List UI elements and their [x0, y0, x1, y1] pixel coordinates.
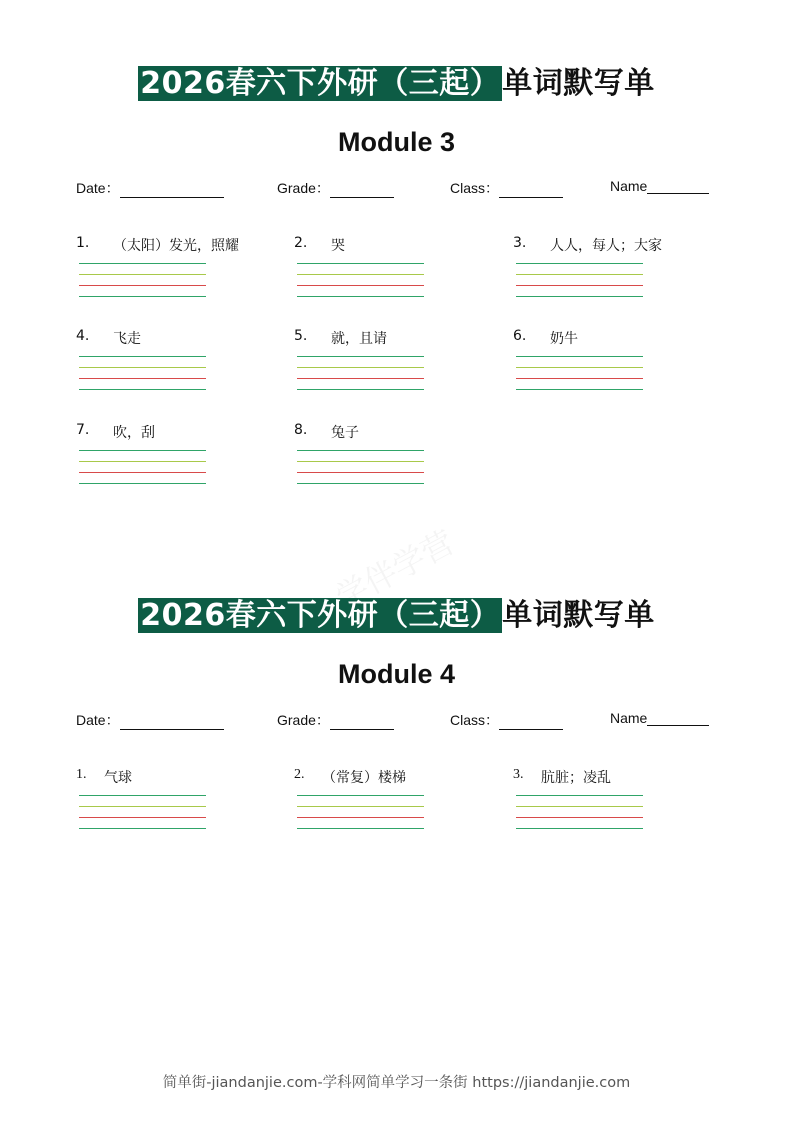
- date-field: [76, 178, 224, 198]
- name-blank[interactable]: [647, 711, 709, 726]
- grade-blank[interactable]: [330, 183, 394, 198]
- vocab-item-label: [294, 235, 434, 255]
- date-label: Date：: [76, 712, 120, 728]
- vocab-item-label: [294, 767, 434, 787]
- writing-line[interactable]: [79, 296, 206, 297]
- module-heading: Module 4: [337, 659, 455, 689]
- writing-line[interactable]: [297, 806, 424, 807]
- writing-line[interactable]: [297, 389, 424, 390]
- writing-line[interactable]: [297, 472, 424, 473]
- writing-line[interactable]: [516, 795, 643, 796]
- item-number: 6.: [513, 328, 527, 344]
- writing-line[interactable]: [516, 817, 643, 818]
- class-label: Class：: [450, 712, 500, 728]
- name-label: Name: [610, 178, 648, 194]
- grade-label: Grade：: [277, 712, 330, 728]
- item-meaning: 奶牛: [550, 331, 578, 347]
- name-field: [610, 710, 709, 726]
- vocab-item: [294, 422, 434, 502]
- writing-line[interactable]: [297, 263, 424, 264]
- vocab-item-label: [513, 235, 662, 255]
- writing-line[interactable]: [297, 817, 424, 818]
- writing-line[interactable]: [79, 356, 206, 357]
- vocab-item-label: [513, 328, 653, 348]
- class-field: [450, 178, 563, 198]
- vocab-item-label: [294, 328, 434, 348]
- item-meaning: 吹，刮: [113, 425, 155, 441]
- class-field: [450, 710, 563, 730]
- sheet-title: [0, 64, 793, 104]
- writing-line[interactable]: [516, 828, 643, 829]
- date-blank[interactable]: [120, 183, 224, 198]
- title-highlight: 2026春六下外研（三起）: [140, 598, 501, 633]
- writing-line[interactable]: [516, 274, 643, 275]
- writing-line[interactable]: [297, 285, 424, 286]
- writing-line[interactable]: [79, 817, 206, 818]
- writing-line[interactable]: [297, 274, 424, 275]
- sheet-title: [0, 596, 793, 636]
- item-meaning: 人人，每人；大家: [550, 238, 662, 254]
- writing-line[interactable]: [79, 263, 206, 264]
- vocab-item: [76, 422, 216, 502]
- vocab-item-label: [76, 328, 216, 348]
- item-meaning: 肮脏；凌乱: [541, 770, 611, 786]
- item-number: 1.: [76, 235, 90, 251]
- writing-line[interactable]: [516, 367, 643, 368]
- grade-field: [277, 710, 394, 730]
- vocab-item: [294, 767, 434, 847]
- date-blank[interactable]: [120, 715, 224, 730]
- vocab-item: [76, 767, 216, 847]
- date-label: Date：: [76, 180, 120, 196]
- title-rest: 单词默写单: [502, 66, 655, 101]
- writing-line[interactable]: [516, 263, 643, 264]
- vocab-item: [76, 328, 216, 408]
- name-label: Name: [610, 710, 648, 726]
- footer-source: 简单街-jiandanjie.com-学科网简单学习一条街 https://jiandanjie.com: [162, 1075, 631, 1091]
- writing-line[interactable]: [297, 795, 424, 796]
- writing-line[interactable]: [516, 389, 643, 390]
- writing-line[interactable]: [297, 450, 424, 451]
- title-rest: 单词默写单: [502, 598, 655, 633]
- class-label: Class：: [450, 180, 500, 196]
- title-highlight: 2026春六下外研（三起）: [140, 66, 501, 101]
- item-number: 8.: [294, 422, 308, 438]
- writing-line[interactable]: [79, 367, 206, 368]
- writing-line[interactable]: [79, 461, 206, 462]
- writing-line[interactable]: [79, 483, 206, 484]
- writing-line[interactable]: [297, 378, 424, 379]
- writing-line[interactable]: [297, 367, 424, 368]
- writing-line[interactable]: [79, 389, 206, 390]
- item-meaning: 就，且请: [331, 331, 387, 347]
- vocab-item: [76, 235, 239, 315]
- item-number: 5.: [294, 328, 308, 344]
- item-meaning: （常复）楼梯: [322, 770, 406, 786]
- name-field: [610, 178, 709, 194]
- item-number: 2.: [294, 235, 308, 251]
- item-number: 4.: [76, 328, 90, 344]
- writing-line[interactable]: [79, 450, 206, 451]
- vocab-item: [513, 767, 653, 847]
- item-number: 3.: [513, 767, 524, 782]
- item-meaning: （太阳）发光，照耀: [113, 238, 239, 254]
- grade-label: Grade：: [277, 180, 330, 196]
- item-meaning: 飞走: [113, 331, 141, 347]
- writing-line[interactable]: [79, 806, 206, 807]
- writing-line[interactable]: [79, 378, 206, 379]
- class-blank[interactable]: [499, 715, 563, 730]
- writing-line[interactable]: [297, 483, 424, 484]
- vocab-item-label: [76, 422, 216, 442]
- writing-line[interactable]: [79, 828, 206, 829]
- item-meaning: 兔子: [331, 425, 359, 441]
- writing-line[interactable]: [79, 274, 206, 275]
- grade-blank[interactable]: [330, 715, 394, 730]
- vocab-item-label: [294, 422, 434, 442]
- item-meaning: 气球: [104, 770, 132, 786]
- item-number: 3.: [513, 235, 527, 251]
- writing-line[interactable]: [297, 828, 424, 829]
- writing-line[interactable]: [516, 378, 643, 379]
- vocab-item-label: [76, 767, 216, 787]
- writing-line[interactable]: [79, 472, 206, 473]
- writing-line[interactable]: [79, 795, 206, 796]
- writing-line[interactable]: [297, 461, 424, 462]
- writing-line[interactable]: [516, 296, 643, 297]
- writing-line[interactable]: [297, 356, 424, 357]
- vocab-item: [294, 328, 434, 408]
- class-blank[interactable]: [499, 183, 563, 198]
- date-field: [76, 710, 224, 730]
- writing-line[interactable]: [516, 285, 643, 286]
- name-blank[interactable]: [647, 179, 709, 194]
- item-number: 2.: [294, 767, 305, 782]
- writing-line[interactable]: [516, 356, 643, 357]
- vocab-item: [294, 235, 434, 315]
- module-heading: Module 3: [337, 127, 455, 157]
- item-number: 7.: [76, 422, 90, 438]
- vocab-item: [513, 328, 653, 408]
- item-number: 1.: [76, 767, 87, 782]
- item-meaning: 哭: [331, 238, 345, 254]
- vocab-item-label: [513, 767, 653, 787]
- vocab-item: [513, 235, 662, 315]
- vocab-item-label: [76, 235, 239, 255]
- writing-line[interactable]: [516, 806, 643, 807]
- grade-field: [277, 178, 394, 198]
- writing-line[interactable]: [297, 296, 424, 297]
- writing-line[interactable]: [79, 285, 206, 286]
